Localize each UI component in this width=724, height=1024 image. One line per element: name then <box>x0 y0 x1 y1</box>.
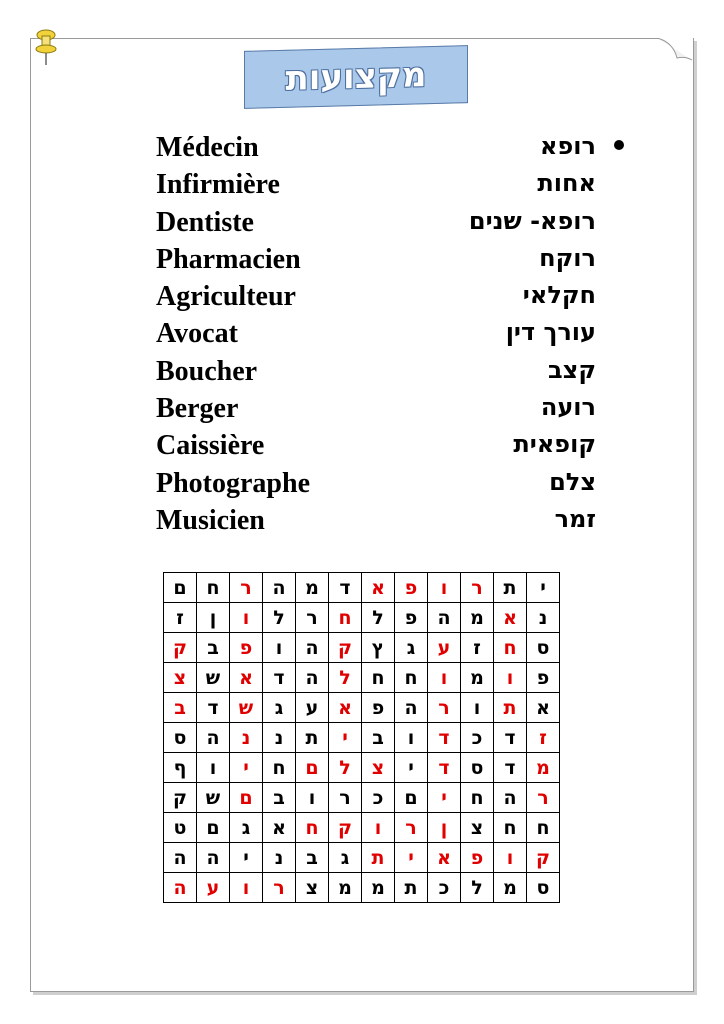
grid-cell[interactable]: ל <box>362 603 395 633</box>
grid-cell[interactable]: ח <box>263 753 296 783</box>
grid-cell[interactable]: צ <box>296 873 329 903</box>
grid-cell[interactable]: כ <box>362 783 395 813</box>
grid-cell[interactable]: מ <box>461 603 494 633</box>
grid-row <box>164 633 560 663</box>
grid-cell[interactable]: ע <box>428 633 461 663</box>
grid-cell[interactable]: ת <box>296 723 329 753</box>
grid-cell[interactable]: נ <box>527 603 560 633</box>
grid-cell[interactable]: ס <box>527 873 560 903</box>
french-word: Caissière <box>156 430 265 462</box>
grid-cell[interactable]: ו <box>263 633 296 663</box>
vocabulary-row <box>156 505 626 542</box>
grid-cell[interactable]: א <box>362 573 395 603</box>
grid-cell[interactable]: ת <box>362 843 395 873</box>
grid-cell[interactable]: א <box>494 603 527 633</box>
grid-cell[interactable]: פ <box>461 843 494 873</box>
grid-cell[interactable]: ק <box>164 783 197 813</box>
hebrew-word: קצב <box>548 355 596 384</box>
grid-cell[interactable]: ו <box>197 753 230 783</box>
grid-cell[interactable]: ת <box>494 693 527 723</box>
grid-cell[interactable]: ז <box>461 633 494 663</box>
grid-row <box>164 723 560 753</box>
grid-cell[interactable]: י <box>527 573 560 603</box>
vocabulary-row <box>156 169 626 206</box>
grid-cell[interactable]: ב <box>362 723 395 753</box>
grid-cell[interactable]: ר <box>461 573 494 603</box>
grid-cell[interactable]: ד <box>494 753 527 783</box>
grid-cell[interactable]: ח <box>494 813 527 843</box>
grid-cell[interactable]: א <box>428 843 461 873</box>
hebrew-word: עורך דין <box>505 318 596 347</box>
vocabulary-row <box>156 244 626 281</box>
pushpin-icon <box>33 28 59 68</box>
vocabulary-row <box>156 281 626 318</box>
grid-cell[interactable]: ב <box>164 693 197 723</box>
grid-cell[interactable]: ג <box>230 813 263 843</box>
grid-cell[interactable]: ר <box>395 813 428 843</box>
grid-row <box>164 783 560 813</box>
grid-cell[interactable]: ג <box>263 693 296 723</box>
page-curl-icon <box>655 38 693 74</box>
grid-cell[interactable]: י <box>428 783 461 813</box>
grid-cell[interactable]: ר <box>230 573 263 603</box>
grid-cell[interactable]: נ <box>263 843 296 873</box>
vocabulary-row <box>156 393 626 430</box>
grid-row <box>164 663 560 693</box>
grid-cell[interactable]: ש <box>197 783 230 813</box>
grid-cell[interactable]: פ <box>395 603 428 633</box>
grid-cell[interactable]: ח <box>362 663 395 693</box>
grid-cell[interactable]: ו <box>428 573 461 603</box>
grid-cell[interactable]: ו <box>494 663 527 693</box>
grid-cell[interactable]: ף <box>164 753 197 783</box>
grid-cell[interactable]: פ <box>395 573 428 603</box>
grid-cell[interactable]: ר <box>527 783 560 813</box>
grid-cell[interactable]: ר <box>296 603 329 633</box>
grid-cell[interactable]: ב <box>296 843 329 873</box>
hebrew-word: רוקח <box>539 243 596 272</box>
grid-cell[interactable]: י <box>329 723 362 753</box>
grid-cell[interactable]: י <box>395 843 428 873</box>
grid-cell[interactable]: ו <box>461 693 494 723</box>
grid-cell[interactable]: ו <box>428 663 461 693</box>
grid-cell[interactable]: ד <box>197 693 230 723</box>
grid-cell[interactable]: א <box>329 693 362 723</box>
grid-cell[interactable]: ץ <box>362 633 395 663</box>
grid-cell[interactable]: ד <box>428 753 461 783</box>
grid-cell[interactable]: ה <box>296 663 329 693</box>
french-word: Photographe <box>156 467 310 499</box>
grid-cell[interactable]: ד <box>494 723 527 753</box>
grid-cell[interactable]: ק <box>329 633 362 663</box>
grid-row <box>164 603 560 633</box>
vocabulary-row <box>156 132 626 169</box>
grid-cell[interactable]: ש <box>230 693 263 723</box>
grid-cell[interactable]: ח <box>461 783 494 813</box>
french-word: Dentiste <box>156 206 254 238</box>
grid-cell[interactable]: ה <box>296 633 329 663</box>
grid-cell[interactable]: כ <box>428 873 461 903</box>
grid-cell[interactable]: ד <box>428 723 461 753</box>
grid-row <box>164 573 560 603</box>
grid-cell[interactable]: ם <box>395 783 428 813</box>
hebrew-word: צלם <box>549 467 596 496</box>
grid-cell[interactable]: צ <box>362 753 395 783</box>
grid-cell[interactable]: ר <box>428 693 461 723</box>
grid-cell[interactable]: ח <box>329 603 362 633</box>
bullet-icon <box>614 140 624 150</box>
grid-cell[interactable]: ר <box>263 873 296 903</box>
french-word: Boucher <box>156 355 258 387</box>
grid-cell[interactable]: ט <box>164 813 197 843</box>
grid-cell[interactable]: ז <box>527 723 560 753</box>
grid-cell[interactable]: ל <box>329 753 362 783</box>
grid-cell[interactable]: ו <box>395 723 428 753</box>
grid-cell[interactable]: י <box>230 753 263 783</box>
grid-cell[interactable]: ל <box>329 663 362 693</box>
grid-cell[interactable]: נ <box>263 723 296 753</box>
grid-cell[interactable]: מ <box>329 873 362 903</box>
grid-cell[interactable]: ע <box>197 873 230 903</box>
french-word: Médecin <box>156 132 259 163</box>
hebrew-word: אחות <box>537 169 596 198</box>
grid-cell[interactable]: ק <box>329 813 362 843</box>
french-word: Berger <box>156 393 239 425</box>
grid-cell[interactable]: ו <box>362 813 395 843</box>
grid-cell[interactable]: ה <box>197 843 230 873</box>
hebrew-word: רופא <box>540 132 596 160</box>
grid-cell[interactable]: ח <box>296 813 329 843</box>
grid-cell[interactable]: ה <box>428 603 461 633</box>
grid-cell[interactable]: ל <box>461 873 494 903</box>
grid-cell[interactable]: א <box>263 813 296 843</box>
grid-cell[interactable]: ס <box>527 633 560 663</box>
hebrew-word: זמר <box>554 504 596 533</box>
vocabulary-row <box>156 468 626 505</box>
grid-cell[interactable]: ב <box>263 783 296 813</box>
french-word: Agriculteur <box>156 281 296 313</box>
hebrew-word: רועה <box>540 393 596 422</box>
grid-cell[interactable]: ר <box>329 783 362 813</box>
grid-cell[interactable]: ן <box>197 603 230 633</box>
french-word: Avocat <box>156 318 238 350</box>
grid-cell[interactable]: ה <box>395 693 428 723</box>
grid-cell[interactable]: ח <box>494 633 527 663</box>
grid-cell[interactable]: נ <box>230 723 263 753</box>
grid-cell[interactable]: ג <box>395 633 428 663</box>
grid-cell[interactable]: מ <box>461 663 494 693</box>
grid-cell[interactable]: ק <box>527 843 560 873</box>
grid-row <box>164 843 560 873</box>
grid-cell[interactable]: ע <box>296 693 329 723</box>
grid-cell[interactable]: ם <box>164 573 197 603</box>
grid-cell[interactable]: ל <box>263 603 296 633</box>
grid-row <box>164 813 560 843</box>
grid-cell[interactable]: י <box>395 753 428 783</box>
grid-cell[interactable]: ש <box>197 663 230 693</box>
grid-cell[interactable]: ם <box>230 783 263 813</box>
grid-cell[interactable]: ו <box>230 873 263 903</box>
grid-cell[interactable]: ה <box>263 573 296 603</box>
french-word: Pharmacien <box>156 243 301 275</box>
vocabulary-row <box>156 318 626 355</box>
grid-row <box>164 753 560 783</box>
grid-cell[interactable]: י <box>230 843 263 873</box>
title-banner <box>244 45 468 109</box>
grid-cell[interactable]: א <box>230 663 263 693</box>
page-title: מקצועות <box>285 55 427 99</box>
grid-cell[interactable]: ם <box>197 813 230 843</box>
french-word: Infirmière <box>156 169 280 201</box>
grid-cell[interactable]: פ <box>230 633 263 663</box>
grid-cell[interactable]: ה <box>164 873 197 903</box>
grid-cell[interactable]: מ <box>494 873 527 903</box>
grid-cell[interactable]: ה <box>494 783 527 813</box>
grid-cell[interactable]: ס <box>461 753 494 783</box>
word-search-grid <box>163 572 560 903</box>
grid-cell[interactable]: ו <box>296 783 329 813</box>
grid-cell[interactable]: מ <box>296 573 329 603</box>
grid-cell[interactable]: ק <box>164 633 197 663</box>
grid-cell[interactable]: ה <box>197 723 230 753</box>
french-word: Musicien <box>156 504 265 536</box>
grid-cell[interactable]: ג <box>329 843 362 873</box>
grid-cell[interactable]: צ <box>164 663 197 693</box>
grid-cell[interactable]: ד <box>329 573 362 603</box>
grid-cell[interactable]: ד <box>263 663 296 693</box>
vocabulary-row <box>156 430 626 467</box>
grid-cell[interactable]: פ <box>362 693 395 723</box>
grid-cell[interactable]: צ <box>461 813 494 843</box>
grid-cell[interactable]: ז <box>164 603 197 633</box>
grid-cell[interactable]: מ <box>527 753 560 783</box>
grid-cell[interactable]: א <box>527 693 560 723</box>
hebrew-word: קופאית <box>513 430 596 459</box>
hebrew-word: חקלאי <box>522 281 596 310</box>
grid-cell[interactable]: ח <box>197 573 230 603</box>
grid-cell[interactable]: ו <box>494 843 527 873</box>
grid-cell[interactable]: ח <box>527 813 560 843</box>
grid-cell[interactable]: ס <box>164 723 197 753</box>
grid-cell[interactable]: כ <box>461 723 494 753</box>
grid-cell[interactable]: ה <box>164 843 197 873</box>
grid-cell[interactable]: ן <box>428 813 461 843</box>
grid-cell[interactable]: פ <box>527 663 560 693</box>
grid-cell[interactable]: ת <box>494 573 527 603</box>
grid-cell[interactable]: מ <box>362 873 395 903</box>
hebrew-word: רופא- שנים <box>468 206 596 235</box>
vocabulary-row <box>156 207 626 244</box>
grid-cell[interactable]: ב <box>197 633 230 663</box>
grid-cell[interactable]: ו <box>230 603 263 633</box>
vocabulary-row <box>156 356 626 393</box>
grid-cell[interactable]: ם <box>296 753 329 783</box>
grid-row <box>164 693 560 723</box>
grid-row <box>164 873 560 903</box>
grid-cell[interactable]: ח <box>395 663 428 693</box>
grid-cell[interactable]: ת <box>395 873 428 903</box>
vocabulary-list <box>156 132 626 542</box>
